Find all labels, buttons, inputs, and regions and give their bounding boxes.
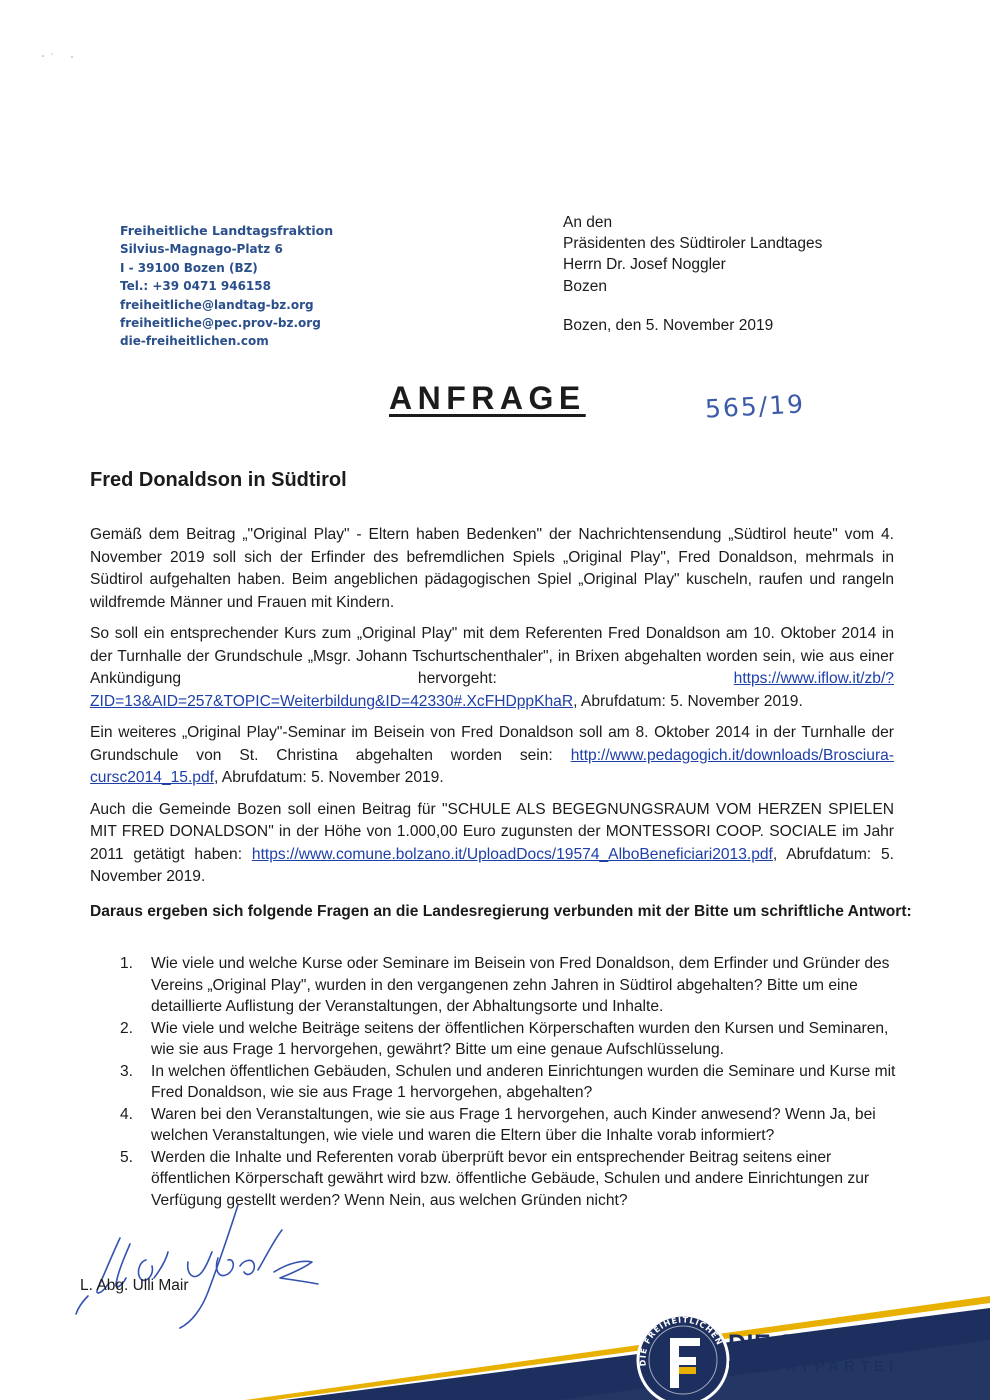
sender-phone: Tel.: +39 0471 946158: [120, 279, 271, 294]
paragraph-2-tail: , Abrufdatum: 5. November 2019.: [573, 692, 803, 710]
sender-organization: Freiheitliche Landtagsfraktion: [120, 223, 334, 238]
question-text: In welchen öffentlichen Gebäuden, Schulen und anderen Einrichtungen wurden die Seminare und Kurse mit Fred Donaldson, wie sie aus Frage 1 hervorgehen, abgehalten?: [151, 1062, 896, 1101]
recipient-line: Herrn Dr. Josef Noggler: [563, 256, 726, 274]
sender-city: I - 39100 Bozen (BZ): [120, 260, 258, 275]
question-number: 3.: [120, 1062, 134, 1080]
paragraph-2-text: So soll ein entsprechender Kurs zum „Original Play" mit dem Referenten Fred Donaldson am 10. Oktober 2014 in der Turnhalle der Grundschule „Msgr. Johann Tschurtschenthaler", in Brixen abgehalten worden sein, wie aus einer Ankündigung hervorgeht:: [90, 625, 894, 687]
paragraph-4-text: Auch die Gemeinde Bozen soll einen Beitrag für "SCHULE ALS BEGEGNUNGSRAUM VOM HERZEN SPIELEN MIT FRED DONALDSON" in der Höhe von 1.000,00 Euro zugunsten der MONTESSORI COOP. SOCIALE im Jahr 2011 getätigt haben:: [90, 800, 894, 863]
letter-body: [90, 524, 894, 898]
question-number: 5.: [120, 1148, 134, 1166]
question-number: 4.: [120, 1105, 134, 1123]
sender-website: die-freiheitlichen.com: [120, 334, 269, 349]
scan-specks: [40, 50, 80, 62]
recipient-line: An den: [563, 214, 613, 231]
paragraph-3: [90, 722, 894, 790]
brand-line-1: DIE SOZIALE: [728, 1330, 891, 1358]
recipient-address-block: [563, 212, 822, 297]
brand-line-2: HEIMATPARTEI: [728, 1358, 899, 1375]
recipient-line: Bozen: [563, 277, 607, 295]
question-item: [110, 1061, 896, 1104]
question-item: [110, 953, 896, 1018]
subject-title: Fred Donaldson in Südtirol: [90, 469, 347, 491]
question-text: Wie viele und welche Kurse oder Seminare im Beisein von Fred Donaldson, dem Erfinder und Gründer des Vereins „Original Play", wurden in den vergangenen zehn Jahren in Südtirol abgehalten? Bitte um eine detaillierte Auflistung der Veranstaltungen, der Abhaltungsorte und Inhalte.: [151, 955, 890, 1015]
questions-list: [110, 953, 896, 1211]
paragraph-2: [90, 623, 894, 713]
signature-name: L. Abg. Ulli Mair: [80, 1277, 189, 1294]
sender-address-block: [120, 222, 333, 351]
paragraph-3-text: Ein weiteres „Original Play"-Seminar im Beisein von Fred Donaldson soll am 8. Oktober 2014 in der Turnhalle der Grundschule von St. Christina abgehalten worden sein:: [90, 724, 894, 764]
party-brand: [728, 1331, 898, 1377]
sender-email: freiheitliche@landtag-bz.org: [120, 297, 314, 312]
questions-intro: Daraus ergeben sich folgende Fragen an die Landesregierung verbunden mit der Bitte um schriftliche Antwort:: [90, 903, 912, 920]
comune-bolzano-link[interactable]: https://www.comune.bolzano.it/UploadDocs/19574_AlboBeneficiari2013.pdf: [251, 845, 773, 863]
recipient-line: Präsidenten des Südtiroler Landtages: [563, 235, 823, 253]
iflow-link[interactable]: https://www.iflow.it/zb/?ZID=13&AID=257&TOPIC=Weiterbildung&ID=42330#.XcFHDppKhaR: [90, 670, 894, 710]
question-text: Waren bei den Veranstaltungen, wie sie aus Frage 1 hervorgehen, auch Kinder anwesend? Wenn Ja, bei welchen Veranstaltungen, wie viele und waren die Eltern über die Inhalte vorab informiert?: [151, 1105, 876, 1144]
paragraph-4-tail: , Abrufdatum: 5. November 2019.: [90, 845, 894, 885]
question-number: 2.: [120, 1019, 134, 1037]
paragraph-3-tail: , Abrufdatum: 5. November 2019.: [213, 769, 444, 786]
sender-pec-email: freiheitliche@pec.prov-bz.org: [120, 316, 321, 331]
letter-date: Bozen, den 5. November 2019: [563, 317, 774, 334]
question-text: Wie viele und welche Beiträge seitens der öffentlichen Körperschaften wurden den Kursen und Seminaren, wie sie aus Frage 1 hervorgehen, gewährt? Bitte um eine genaue Aufschlüsselung.: [151, 1019, 889, 1058]
question-item: [110, 1018, 896, 1061]
sender-street: Silvius-Magnago-Platz 6: [120, 242, 283, 257]
question-item: [110, 1104, 896, 1147]
party-seal-icon: [638, 1315, 728, 1400]
question-number: 1.: [120, 955, 134, 972]
seal-text: DIE FREIHEITLICHEN: [638, 1315, 725, 1367]
document-heading: ANFRAGE: [389, 380, 586, 416]
question-text: Werden die Inhalte und Referenten vorab überprüft bevor ein entsprechender Beitrag seitens einer öffentlichen Körperschaft gewährt wird bzw. öffentliche Gebäude, Schulen und andere Einrichtungen zur Verfügung gestellt werden? Wenn Nein, aus welchen Gründen nicht?: [151, 1148, 870, 1209]
paragraph-1: Gemäß dem Beitrag „"Original Play" - Eltern haben Bedenken" der Nachrichtensendung „Südtirol heute" vom 4. November 2019 soll sich der Erfinder des befremdlichen Spiels „Original Play", Fred Donaldson, mehrmals in Südtirol aufgehalten haben. Beim angeblichen pädagogischen Spiel „Original Play" kuscheln, raufen und rangeln wildfremde Männer und Frauen mit Kindern.: [90, 526, 894, 611]
handwritten-reference-number: 565/19: [704, 389, 806, 424]
paragraph-4: [90, 799, 894, 889]
pedagogich-link[interactable]: http://www.pedagogich.it/downloads/Brosciura-cursc2014_15.pdf: [90, 746, 894, 786]
